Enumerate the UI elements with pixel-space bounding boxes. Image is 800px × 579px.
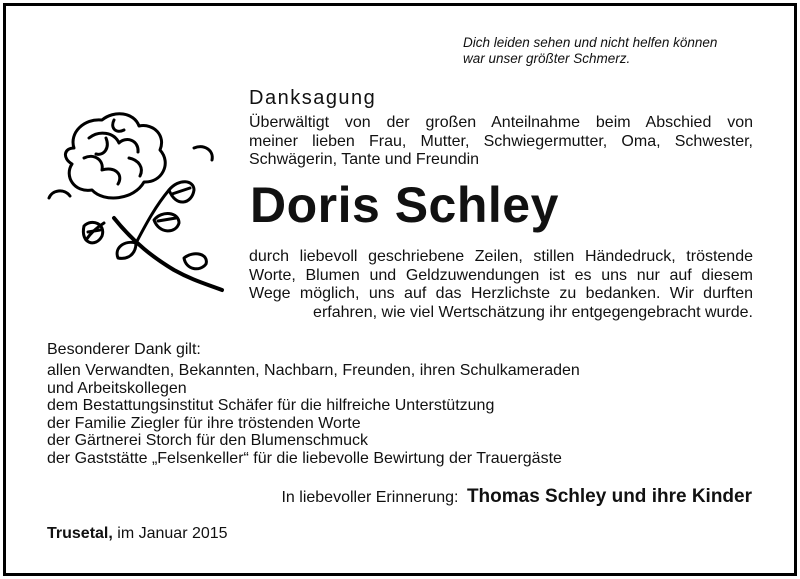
rose-icon [44,108,229,298]
intro-line: meiner lieben Frau, Mutter, Schwiegermutter, Oma, Schwester, [249,132,753,150]
heading: Danksagung [249,87,377,109]
list-item: und Arbeitskollegen [47,379,187,397]
thanks-message [249,248,753,322]
list-item: der Gärtnerei Storch für den Blumenschmuck [47,432,369,449]
deceased-name: Doris Schley [250,177,559,233]
message-line: Wege möglich, uns auf das Herzlichste zu bedanken. Wir durften [249,285,753,302]
message-line: Worte, Blumen und Geldzuwendungen ist es uns nur auf diesem [249,266,753,284]
list-item: der Familie Ziegler für ihre tröstenden Worte [47,414,361,432]
intro-line: Überwältigt von der großen Anteilnahme beim Abschied von [249,114,753,131]
quote-line: war unser größter Schmerz. [463,51,631,66]
signature-names: Thomas Schley und ihre Kinder [466,486,752,507]
intro-text [249,114,753,170]
place-date-text: im Januar 2015 [117,525,228,542]
list-item: allen Verwandten, Bekannten, Nachbarn, Freunden, ihren Schulkameraden [47,362,580,379]
place-town: Trusetal, [47,525,113,542]
special-thanks-list [47,362,580,467]
place-date [47,525,228,543]
intro-line: Schwägerin, Tante und Freundin [249,151,480,168]
special-thanks-title: Besonderer Dank gilt: [47,341,201,358]
quote-line: Dich leiden sehen und nicht helfen können [463,35,718,50]
memorial-quote [463,35,717,67]
list-item: dem Bestattungsinstitut Schäfer für die hilfreiche Unterstützung [47,397,495,414]
signature-label: In liebevoller Erinnerung: [281,489,459,506]
list-item: der Gaststätte „Felsenkeller“ für die liebevolle Bewirtung der Trauergäste [47,449,562,467]
message-line: durch liebevoll geschriebene Zeilen, stillen Händedruck, tröstende [249,248,753,265]
message-line: erfahren, wie viel Wertschätzung ihr entgegengebracht wurde. [313,303,753,321]
signature [281,486,752,508]
